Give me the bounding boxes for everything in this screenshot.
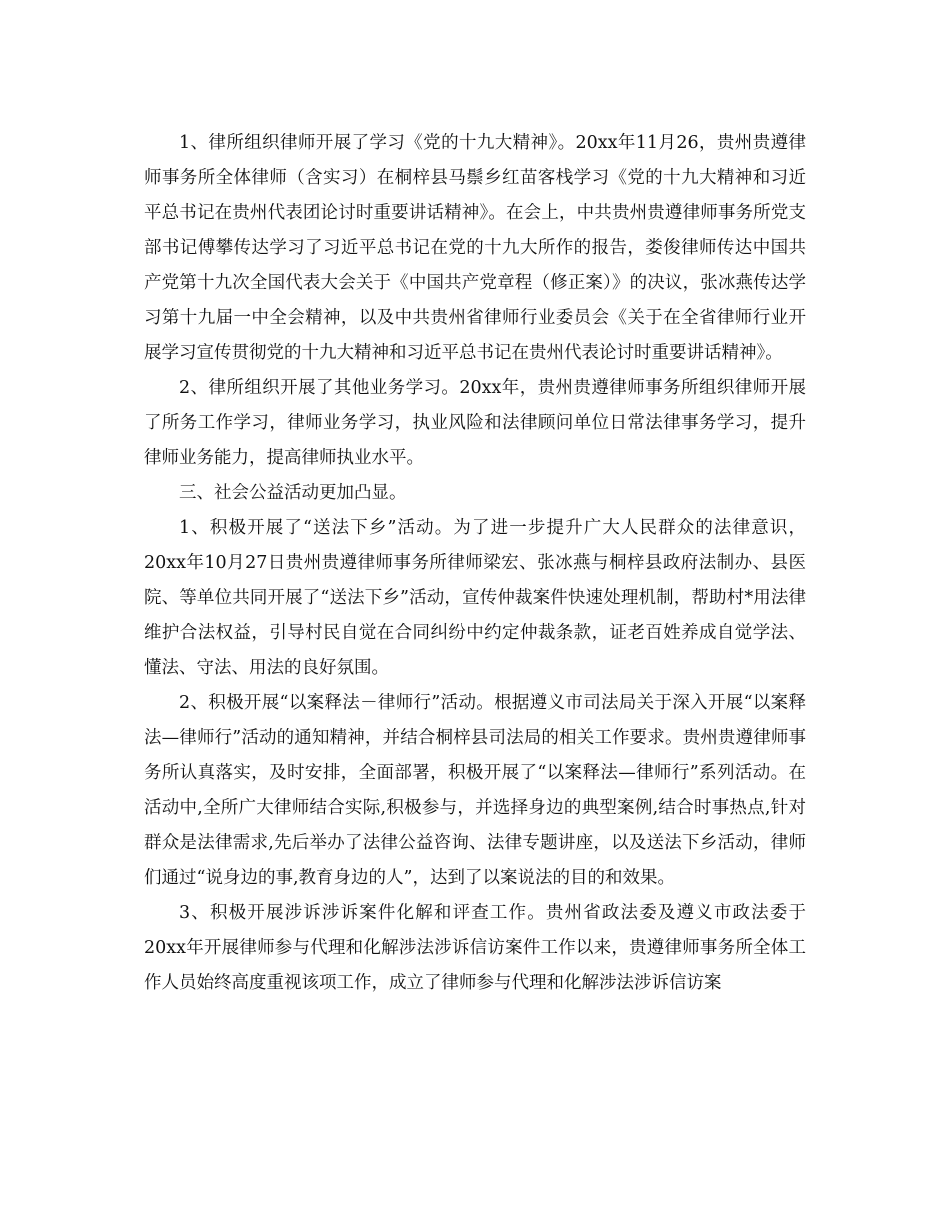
document-body [144,126,806,1001]
paragraph-party-study: 1、律所组织律师开展了学习《党的十九大精神》。20xx年11月26，贵州贵遵律师事务所全体律师（含实习）在桐梓县马鬃乡红苗客栈学习《党的十九大精神和习近平总书记在贵州代表团论讨时重要讲话精神》。在会上，中共贵州贵遵律师事务所党支部书记傅攀传达学习了习近平总书记在党的十九大所作的报告，娄俊律师传达中国共产党第十九次全国代表大会关于《中国共产党章程（修正案）》的决议，张冰燕传达学习第十九届一中全会精神，以及中共贵州省律师行业委员会《关于在全省律师行业开展学习宣传贯彻党的十九大精神和习近平总书记在贵州代表论讨时重要讲话精神》。 [144,133,806,363]
paragraph-business-study: 2、律所组织开展了其他业务学习。20xx年，贵州贵遵律师事务所组织律师开展了所务工作学习，律师业务学习，执业风险和法律顾问单位日常法律事务学习，提升律师业务能力，提高律师执业水平。 [144,378,806,468]
paragraph-case-explains-law: 2、积极开展“以案释法－律师行”活动。根据遵义市司法局关于深入开展“以案释法—律师行”活动的通知精神，并结合桐梓县司法局的相关工作要求。贵州贵遵律师事务所认真落实，及时安排，全面部署，积极开展了“以案释法—律师行”系列活动。在活动中,全所广大律师结合实际,积极参与，并选择身边的典型案例,结合时事热点,针对群众是法律需求,先后举办了法律公益咨询、法律专题讲座，以及送法下乡活动，律师们通过“说身边的事,教育身边的人”，达到了以案说法的目的和效果。 [144,693,806,888]
paragraph-law-to-countryside: 1、积极开展了“送法下乡”活动。为了进一步提升广大人民群众的法律意识，20xx年10月27日贵州贵遵律师事务所律师梁宏、张冰燕与桐梓县政府法制办、县医院、等单位共同开展了“送法下乡”活动，宣传仲裁案件快速处理机制，帮助村*用法律维护合法权益，引导村民自觉在合同纠纷中约定仲裁条款，证老百姓养成自觉学法、懂法、守法、用法的良好氛围。 [144,518,806,678]
paragraph-petition-cases: 3、积极开展涉诉涉诉案件化解和评查工作。贵州省政法委及遵义市政法委于20xx年开展律师参与代理和化解涉法涉诉信访案件工作以来，贵遵律师事务所全体工作人员始终高度重视该项工作，成立了律师参与代理和化解涉法涉诉信访案 [144,903,806,993]
section-heading-public-welfare: 三、社会公益活动更加凸显。 [179,483,407,503]
